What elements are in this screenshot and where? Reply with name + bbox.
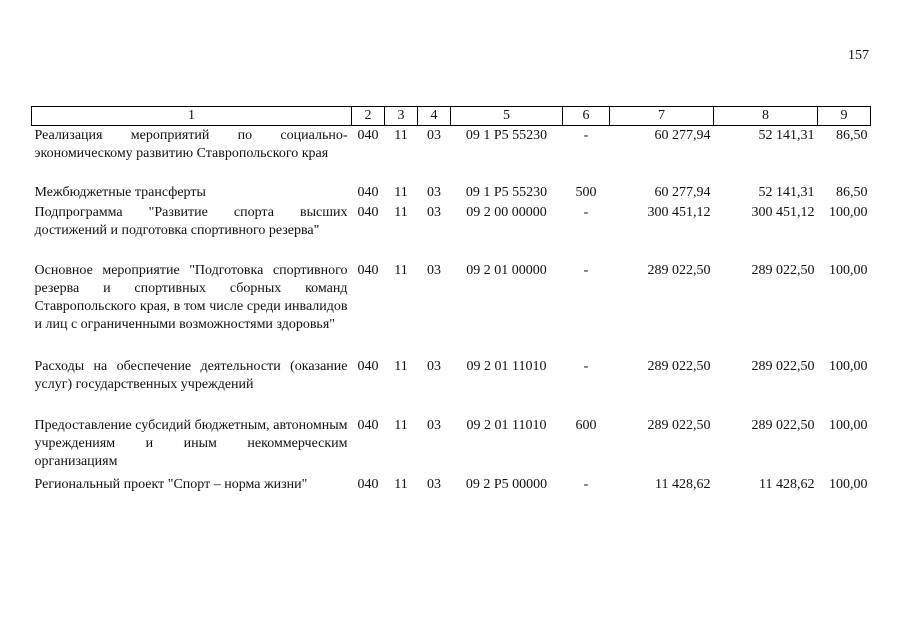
subsection-code: 03 [427,184,441,200]
header-row [32,107,871,126]
ministry-code: 040 [357,262,379,278]
actual-value: 289 022,50 [751,358,815,374]
expense-type: - [583,204,589,220]
column-header: 7 [610,107,714,126]
ministry-code: 040 [357,358,379,374]
table-row [32,183,871,203]
target-article: 09 2 01 00000 [466,262,547,278]
section-code: 11 [394,476,408,492]
target-article: 09 2 01 11010 [466,358,547,374]
section-code: 11 [394,204,408,220]
subsection-code: 03 [427,476,441,492]
expense-type: - [583,262,589,278]
target-article: 09 1 P5 55230 [465,184,548,200]
row-name: Основное мероприятие "Подготовка спортивного резерва и спортивных сборных команд Ставропольского края, в том числе среди инвалидов и лиц с ограниченными возможностями здоровья" [34,262,348,332]
target-article: 09 2 P5 00000 [465,476,548,492]
plan-value: 289 022,50 [647,262,711,278]
column-header: 9 [818,107,871,126]
row-name: Реализация мероприятий по социально-экономическому развитию Ставропольского края [34,128,348,161]
actual-value: 289 022,50 [751,417,815,433]
expense-type: - [583,358,589,374]
row-name: Региональный проект "Спорт – норма жизни" [34,476,308,492]
budget-table [31,106,871,495]
table-row [32,416,871,475]
actual-value: 289 022,50 [751,262,815,278]
expense-type: - [583,476,589,492]
percent-value: 86,50 [836,128,868,143]
ministry-code: 040 [357,476,379,492]
column-header: 6 [563,107,610,126]
percent-value: 100,00 [829,204,868,220]
actual-value: 52 141,31 [758,184,815,200]
column-header: 4 [418,107,451,126]
plan-value: 60 277,94 [654,184,711,200]
actual-value: 11 428,62 [759,476,815,492]
subsection-code: 03 [427,417,441,433]
target-article: 09 1 P5 55230 [465,128,548,143]
table-row [32,475,871,495]
percent-value: 100,00 [829,262,868,278]
row-name: Подпрограмма "Развитие спорта высших достижений и подготовка спортивного резерва" [34,204,348,238]
row-name: Расходы на обеспечение деятельности (оказание услуг) государственных учреждений [34,358,348,392]
ministry-code: 040 [357,417,379,433]
column-header: 2 [352,107,385,126]
column-header: 1 [32,107,352,126]
plan-value: 289 022,50 [647,417,711,433]
percent-value: 100,00 [829,476,868,492]
table-row [32,357,871,416]
expense-type: 600 [575,417,597,433]
table-row [32,261,871,357]
plan-value: 289 022,50 [647,358,711,374]
table-row [32,126,871,183]
ministry-code: 040 [357,204,379,220]
plan-value: 300 451,12 [647,204,711,220]
row-name: Межбюджетные трансферты [34,184,206,200]
subsection-code: 03 [427,262,441,278]
subsection-code: 03 [427,204,441,220]
section-code: 11 [394,262,408,278]
ministry-code: 040 [357,184,379,200]
expense-type: 500 [575,184,597,200]
column-header: 8 [714,107,818,126]
target-article: 09 2 00 00000 [466,204,547,220]
page-number: 157 [848,48,869,63]
column-header: 5 [451,107,563,126]
actual-value: 300 451,12 [751,204,815,220]
plan-value: 11 428,62 [655,476,711,492]
section-code: 11 [394,417,408,433]
expense-type: - [583,128,589,143]
target-article: 09 2 01 11010 [466,417,547,433]
plan-value: 60 277,94 [654,128,711,143]
section-code: 11 [394,358,408,374]
table-row [32,203,871,261]
actual-value: 52 141,31 [758,128,815,143]
subsection-code: 03 [427,358,441,374]
column-header: 3 [385,107,418,126]
section-code: 11 [394,128,408,143]
percent-value: 100,00 [829,417,868,433]
percent-value: 86,50 [836,184,868,200]
ministry-code: 040 [357,128,379,143]
percent-value: 100,00 [829,358,868,374]
section-code: 11 [394,184,408,200]
row-name: Предоставление субсидий бюджетным, автономным учреждениям и иным некоммерческим организациям [34,417,348,469]
subsection-code: 03 [427,128,441,143]
